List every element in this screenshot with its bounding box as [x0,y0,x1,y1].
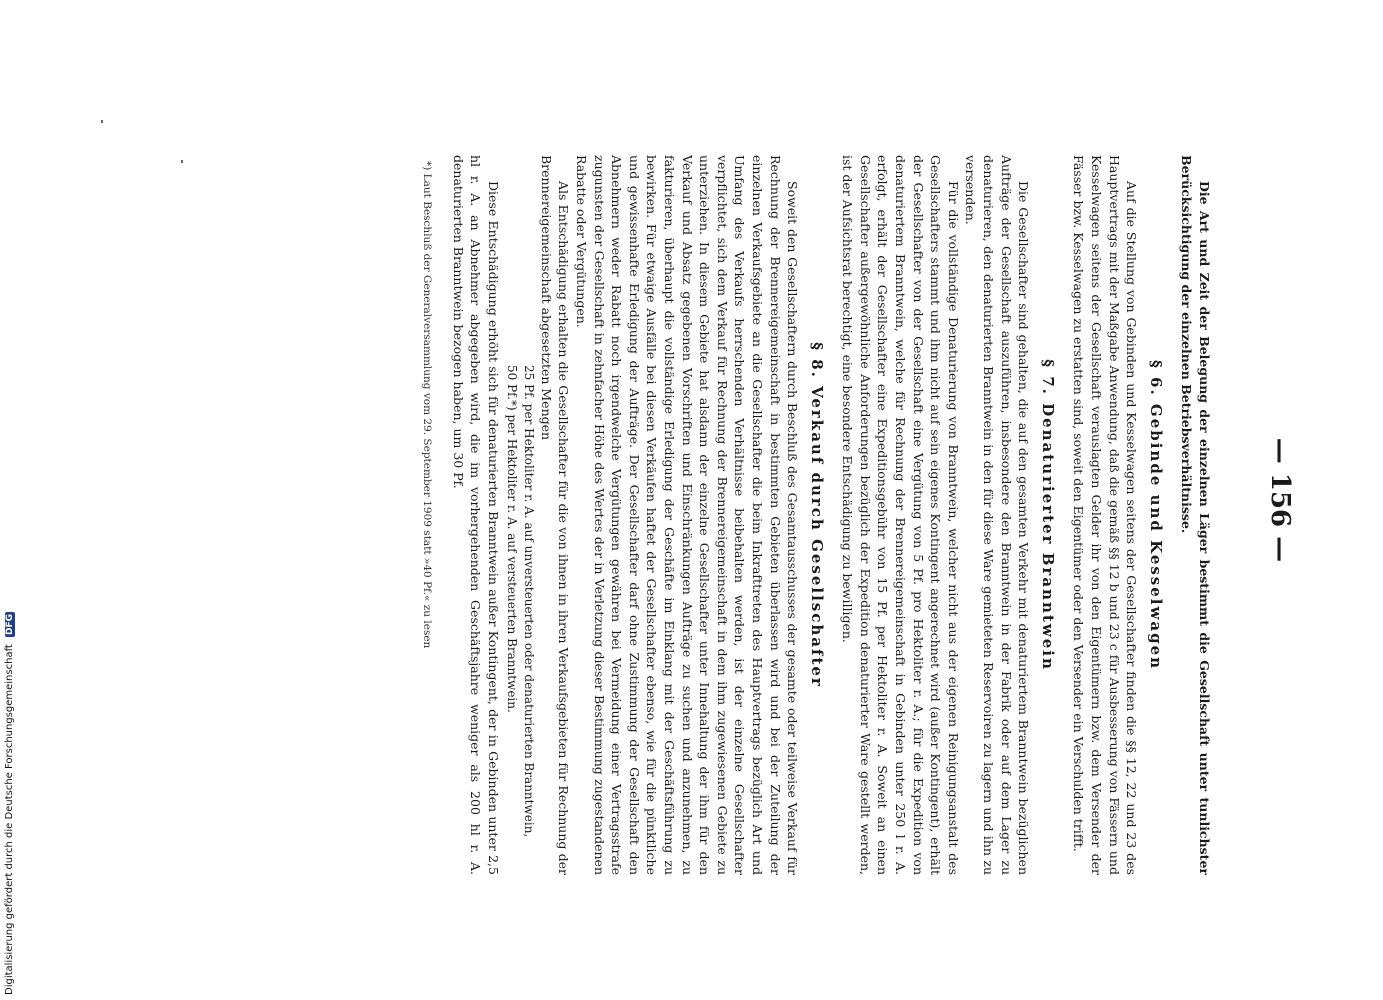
intro-paragraph: Die Art und Zeit der Belegung der einzelnen Läger bestimmt die Gesellschaft unter tunlichster Berücksichtigung der einzelnen Betriebsverhältnisse. [1179,155,1212,875]
footnote: *) Laut Beschluß der Generalversammlung vom 29. September 1909 statt »40 Pf.« zu lesen [421,161,434,649]
page-number: — 156 — [1265,437,1295,563]
rate-line-1: 25 Pf. per Hektoliter r. A. auf unversteuerten oder denaturierten Branntwein, [522,365,537,838]
section-heading-6: § 6. Gebinde und Kesselwagen [1146,359,1165,671]
credit-text: Digitalisierung gefördert durch die Deutsche Forschungsgemeinschaft [4,644,15,995]
section-8-closing: Diese Entschädigung erhöht sich für denaturierten Branntwein außer Kontingent, der in Gebinden unter 2,5 hl r. A. an Abnehmer abgegeben wird, die im vorhergehenden Geschäftsjahre weniger als 200 hl r. A. denaturierten Branntwein bezogen haben, um 30 Pf. [450,155,502,875]
section-8-paragraph-1: Soweit den Gesellschaftern durch Beschluß des Gesamtausschusses der gesamte oder teilweise Verkauf für Rechnung der Brennereigemeinschaft in bestimmten Gebieten überlassen wird und bei der Zuteilung der einzelnen Verkaufsgebiete an die Gesellschafter die beim Inkrafttreten des Hauptvertrags bezüglich Art und Umfang des Verkaufs herrschenden Verhältnisse beibehalten werden, ist der einzelne Gesellschafter verpflichtet, sich dem Verkauf für Rechnung der Brennereigemeinschaft in dem ihm zugewiesenen Gebiete zu unterziehen. In diesem Gebiete hat alsdann der einzelne Gesellschafter unter Innehaltung der ihm für den Verkauf und Absatz gegebenen Vorschriften und Einschränkungen Aufträge zu suchen und anzunehmen, zu fakturieren, überhaupt die vollständige Erledigung der Geschäfte im Einklang mit der Geschäftsführung zu bewirken. Für etwaige Ausfälle bei diesen Verkäufen haftet der Gesellschafter ebenso, wie für die pünktliche und gewissenhafte Erledigung der Aufträge. Der Gesellschafter darf ohne Zustimmung der Gesellschaft den Abnehmern weder Rabatt noch irgendwelche Vergütungen gewähren bei Vermeidung einer Vertragsstrafe zugunsten der Gesellschaft in zehnfacher Höhe des Wertes der in Verletzung dieser Bestimmung zugestandenen Rabatte oder Vergütungen. [574,155,801,875]
digitization-credit [4,612,15,995]
section-heading-7: § 7. Denaturierter Branntwein [1038,359,1057,671]
page-content [418,155,1213,875]
section-8-paragraph-2: Als Entschädigung erhalten die Gesellschafter für die von ihnen in ihren Verkaufsgebieten für Rechnung der Brennereigemeinschaft abgesetzten Mengen [538,155,572,875]
dfg-logo: DFG [5,613,15,635]
section-6-paragraph: Auf die Stellung von Gebinden und Kesselwagen seitens der Gesellschafter finden die §§ 12, 22 und 23 des Hauptvertrags mit der Maßgabe Anwendung, daß die gemäß §§ 12 b und 23 c für Ausbesserung von Fässern und Kesselwagen seitens der Gesellschaft verauslagten Gelder ihr von den Eigentümern bzw. dem Versender der Fässer bzw. Kesselwagen zu erstatten sind, soweit den Eigentümer oder den Versender ein Verschulden trifft. [1071,155,1140,875]
section-7-paragraph-2: Für die vollständige Denaturierung von Branntwein, welcher nicht aus der eigenen Reinigungsanstalt des Gesellschafters stammt und ihm nicht auf sein eigenes Kontingent angerechnet wird (außer Kontingent), erhält der Gesellschafter von der Gesellschaft eine Vergütung von 5 Pf. pro Hektoliter r. A.; für die Expedition von denaturiertem Branntwein, welche für Rechnung der Brennereigemeinschaft in Gebinden unter 250 l r. A. erfolgt, erhält der Gesellschafter eine Expeditionsgebühr von 15 Pf. per Hektoliter r. A. Soweit an einen Gesellschafter außergewöhnliche Anforderungen bezüglich der Expedition denaturierter Ware gestellt werden, ist der Aufsichtsrat berechtigt, eine besondere Entschädigung zu bewilligen. [840,155,961,875]
scan-speck [101,120,103,123]
section-heading-8: § 8. Verkauf durch Gesellschafter [807,342,826,688]
rate-line-2: 50 Pf.*) per Hektoliter r. A. auf versteuerten Branntwein. [504,365,519,713]
scan-speck [181,160,183,163]
section-7-paragraph-1: Die Gesellschafter sind gehalten, die auf den gesamten Verkehr mit denaturiertem Branntwein bezüglichen Aufträge der Gesellschaft auszuführen, insbesondere den Branntwein in der Fabrik oder auf dem Lager zu denaturieren, den denaturierten Branntwein in den für diese Ware gemieteten Reservoiren zu lagern und ihn zu versenden. [963,155,1032,875]
